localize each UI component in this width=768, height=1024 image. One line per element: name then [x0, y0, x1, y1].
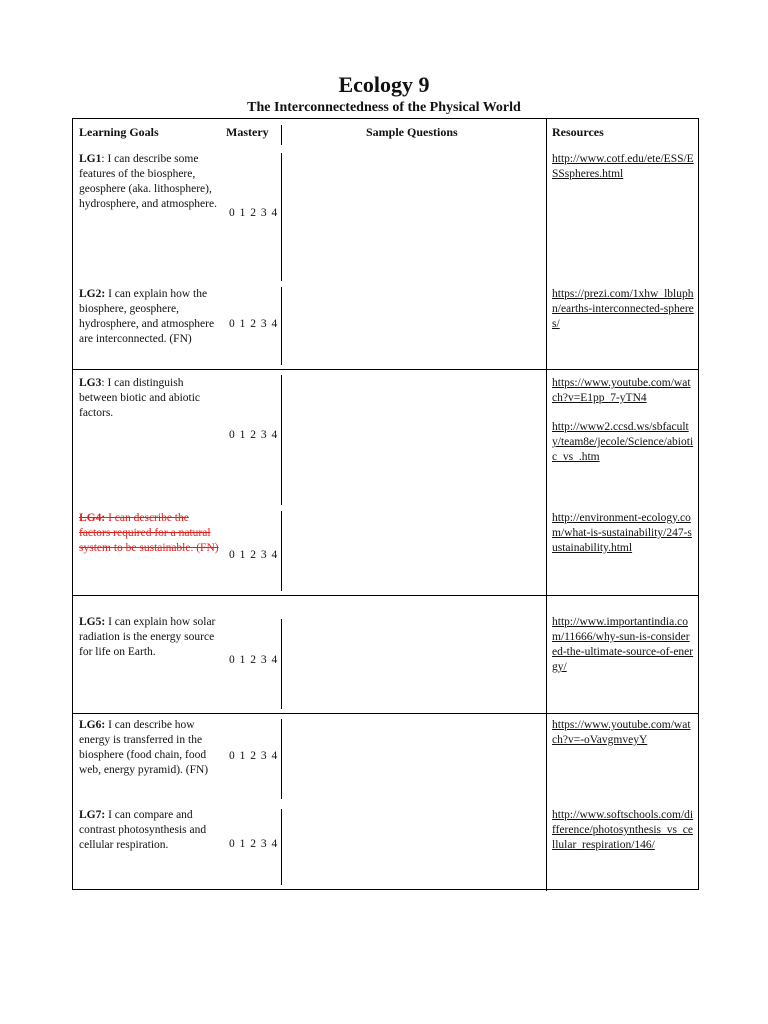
- mastery-scale: 0 1 2 3 4: [229, 549, 279, 561]
- learning-goal-lg2: [79, 287, 219, 347]
- learning-goal-lg3: [79, 376, 219, 421]
- document-title: Ecology 9: [338, 72, 430, 97]
- column-divider: [281, 511, 282, 591]
- mastery-scale: 0 1 2 3 4: [229, 429, 279, 441]
- resource-link[interactable]: https://prezi.com/1xhw_lbluphn/earths-interconnected-spheres/: [552, 288, 694, 330]
- goal-text: I can describe how energy is transferred in the biosphere (food chain, food web, energy pyramid). (FN): [79, 719, 209, 776]
- learning-goal-lg6: [79, 718, 219, 778]
- goal-code: LG6:: [79, 719, 106, 731]
- row-divider: [73, 713, 698, 714]
- column-divider: [546, 119, 547, 891]
- resource-link[interactable]: http://www2.ccsd.ws/sbfaculty/team8e/jecole/Science/abiotic_vs_.htm: [552, 421, 694, 463]
- column-divider: [281, 287, 282, 365]
- header-sample-questions: Sample Questions: [366, 125, 458, 139]
- header-learning-goals: Learning Goals: [79, 125, 159, 139]
- column-divider: [281, 619, 282, 709]
- goal-text: : I can describe some features of the biosphere, geosphere (aka. lithosphere), hydrosphere, and atmosphere.: [79, 153, 217, 210]
- column-divider: [281, 153, 282, 281]
- resource-link[interactable]: http://www.softschools.com/difference/photosynthesis_vs_cellular_respiration/146/: [552, 809, 694, 851]
- mastery-scale: 0 1 2 3 4: [229, 318, 279, 330]
- goal-code: LG1: [79, 153, 102, 165]
- header-mastery: Mastery: [226, 125, 269, 139]
- goal-text: : I can distinguish between biotic and abiotic factors.: [79, 377, 201, 419]
- header-resources: Resources: [552, 125, 604, 139]
- goal-text: I can explain how solar radiation is the energy source for life on Earth.: [79, 616, 216, 658]
- resource-link[interactable]: https://www.youtube.com/watch?v=-oVavgmveyY: [552, 719, 691, 746]
- resource-link[interactable]: http://www.cotf.edu/ete/ESS/ESSspheres.html: [552, 153, 694, 180]
- row-divider: [73, 595, 698, 596]
- column-divider: [281, 125, 282, 145]
- goal-code: LG3: [79, 377, 102, 389]
- goal-code: LG4:: [79, 512, 106, 524]
- mastery-scale: 0 1 2 3 4: [229, 207, 279, 219]
- learning-goal-lg5: [79, 615, 219, 660]
- goal-code: LG2:: [79, 288, 106, 300]
- learning-goal-lg7: [79, 808, 219, 853]
- resource-link[interactable]: http://www.importantindia.com/11666/why-sun-is-considered-the-ultimate-source-of-energy/: [552, 616, 694, 673]
- mastery-scale: 0 1 2 3 4: [229, 654, 279, 666]
- resource-link[interactable]: https://www.youtube.com/watch?v=E1pp_7-yTN4: [552, 377, 691, 404]
- mastery-scale: 0 1 2 3 4: [229, 750, 279, 762]
- goal-text: I can explain how the biosphere, geosphere, hydrosphere, and atmosphere are interconnected. (FN): [79, 288, 215, 345]
- goal-code: LG7:: [79, 809, 106, 821]
- column-divider: [281, 809, 282, 885]
- learning-goal-lg4: [79, 511, 219, 556]
- mastery-scale: 0 1 2 3 4: [229, 838, 279, 850]
- column-divider: [281, 375, 282, 505]
- learning-goal-lg1: [79, 152, 219, 212]
- resource-link[interactable]: http://environment-ecology.com/what-is-sustainability/247-sustainability.html: [552, 512, 692, 554]
- goal-text: I can compare and contrast photosynthesis and cellular respiration.: [79, 809, 207, 851]
- learning-goals-table: [72, 118, 699, 890]
- goal-code: LG5:: [79, 616, 106, 628]
- goal-text: I can describe the factors required for a natural system to be sustainable. (FN): [79, 512, 219, 554]
- row-divider: [73, 369, 698, 370]
- column-divider: [281, 719, 282, 799]
- document-subtitle: The Interconnectedness of the Physical World: [247, 100, 521, 115]
